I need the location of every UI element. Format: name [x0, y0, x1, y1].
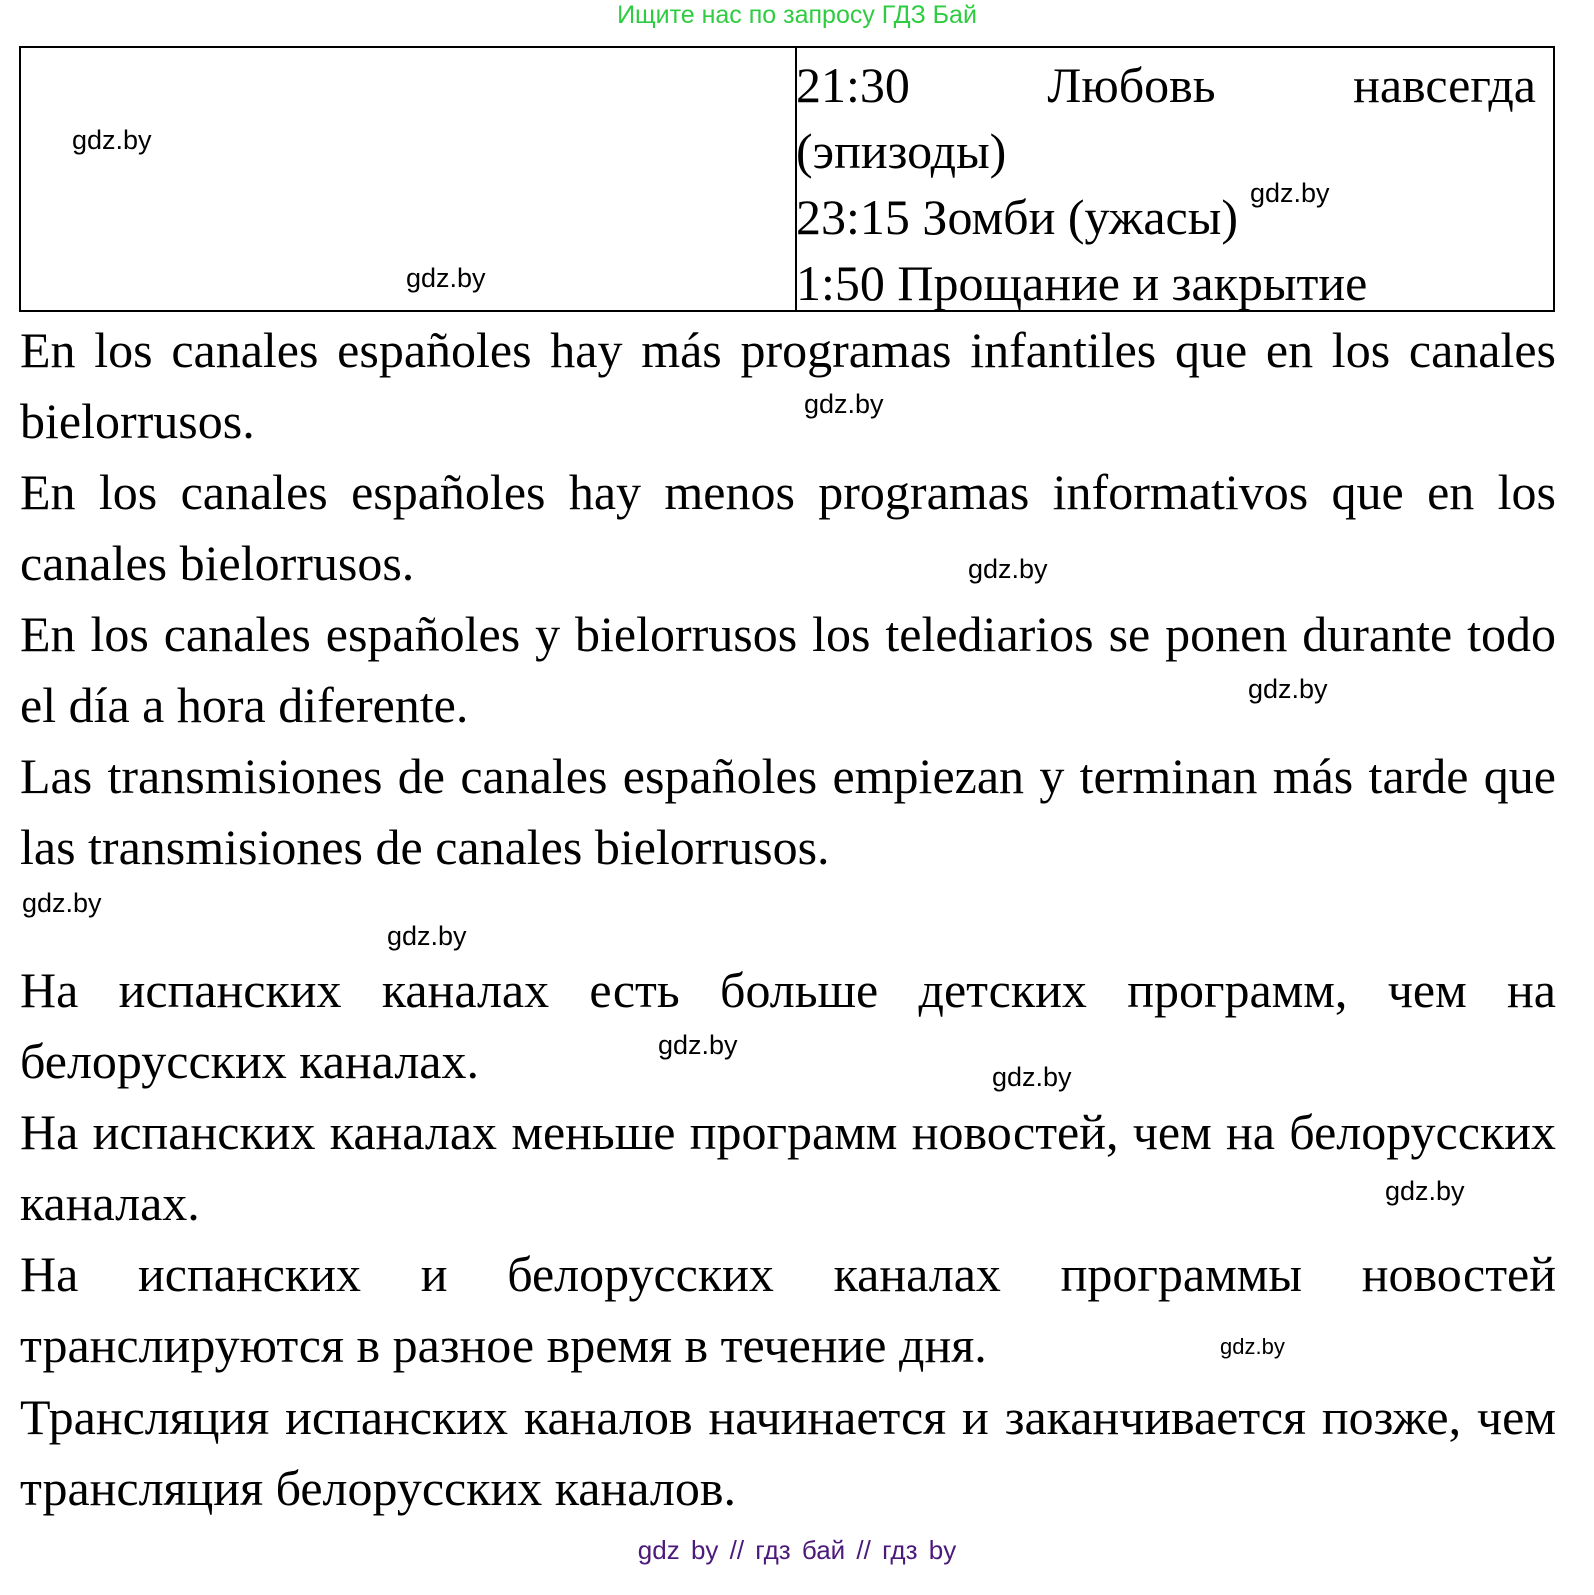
spanish-paragraph: Las transmisiones de canales españoles empiezan y terminan más tarde que las transmisiones de canales bielorrusos. — [20, 748, 1556, 875]
spanish-paragraph: En los canales españoles hay más programas infantiles que en los canales bielorrusos. — [20, 322, 1556, 449]
spanish-paragraph: En los canales españoles y bielorrusos los telediarios se ponen durante todo el día a hora diferente. — [20, 606, 1556, 733]
watermark: gdz.by — [658, 1030, 738, 1060]
russian-paragraph: На испанских каналах меньше программ новостей, чем на белорусских каналах. — [20, 1104, 1556, 1231]
watermark: gdz.by — [1250, 178, 1330, 208]
schedule-line-with-watermark — [796, 178, 1536, 250]
schedule-line: 23:15 Зомби (ужасы) — [796, 189, 1238, 245]
russian-paragraph: На испанских каналах есть больше детских программ, чем на белорусских каналах. — [20, 962, 1556, 1089]
watermark: gdz.by — [406, 263, 486, 293]
watermark: gdz.by — [1220, 1334, 1285, 1359]
header-banner: Ищите нас по запросу ГДЗ Бай — [617, 1, 977, 29]
watermark: gdz.by — [72, 125, 152, 155]
watermark: gdz.by — [992, 1062, 1072, 1092]
schedule-line: (эпизоды) — [796, 123, 1007, 179]
watermark: gdz.by — [387, 921, 467, 951]
russian-paragraph: На испанских и белорусских каналах программы новостей транслируются в разное время в течение дня. — [20, 1246, 1556, 1373]
schedule-line: 1:50 Прощание и закрытие — [796, 255, 1368, 311]
watermark: gdz.by — [22, 888, 102, 918]
watermark: gdz.by — [1248, 674, 1328, 704]
russian-paragraph: Трансляция испанских каналов начинается и заканчивается позже, чем трансляция белорусских каналов. — [20, 1389, 1556, 1516]
schedule-line: 21:30 Любовь навсегда — [796, 57, 1536, 113]
spanish-paragraph: En los canales españoles hay menos programas informativos que en los canales bielorrusos. — [20, 464, 1556, 591]
watermark: gdz.by — [804, 389, 884, 419]
watermark: gdz.by — [1385, 1176, 1465, 1206]
watermark: gdz.by — [968, 554, 1048, 584]
footer-banner: gdz by // гдз бай // гдз by — [637, 1535, 957, 1565]
table-right-cell — [796, 52, 1536, 316]
